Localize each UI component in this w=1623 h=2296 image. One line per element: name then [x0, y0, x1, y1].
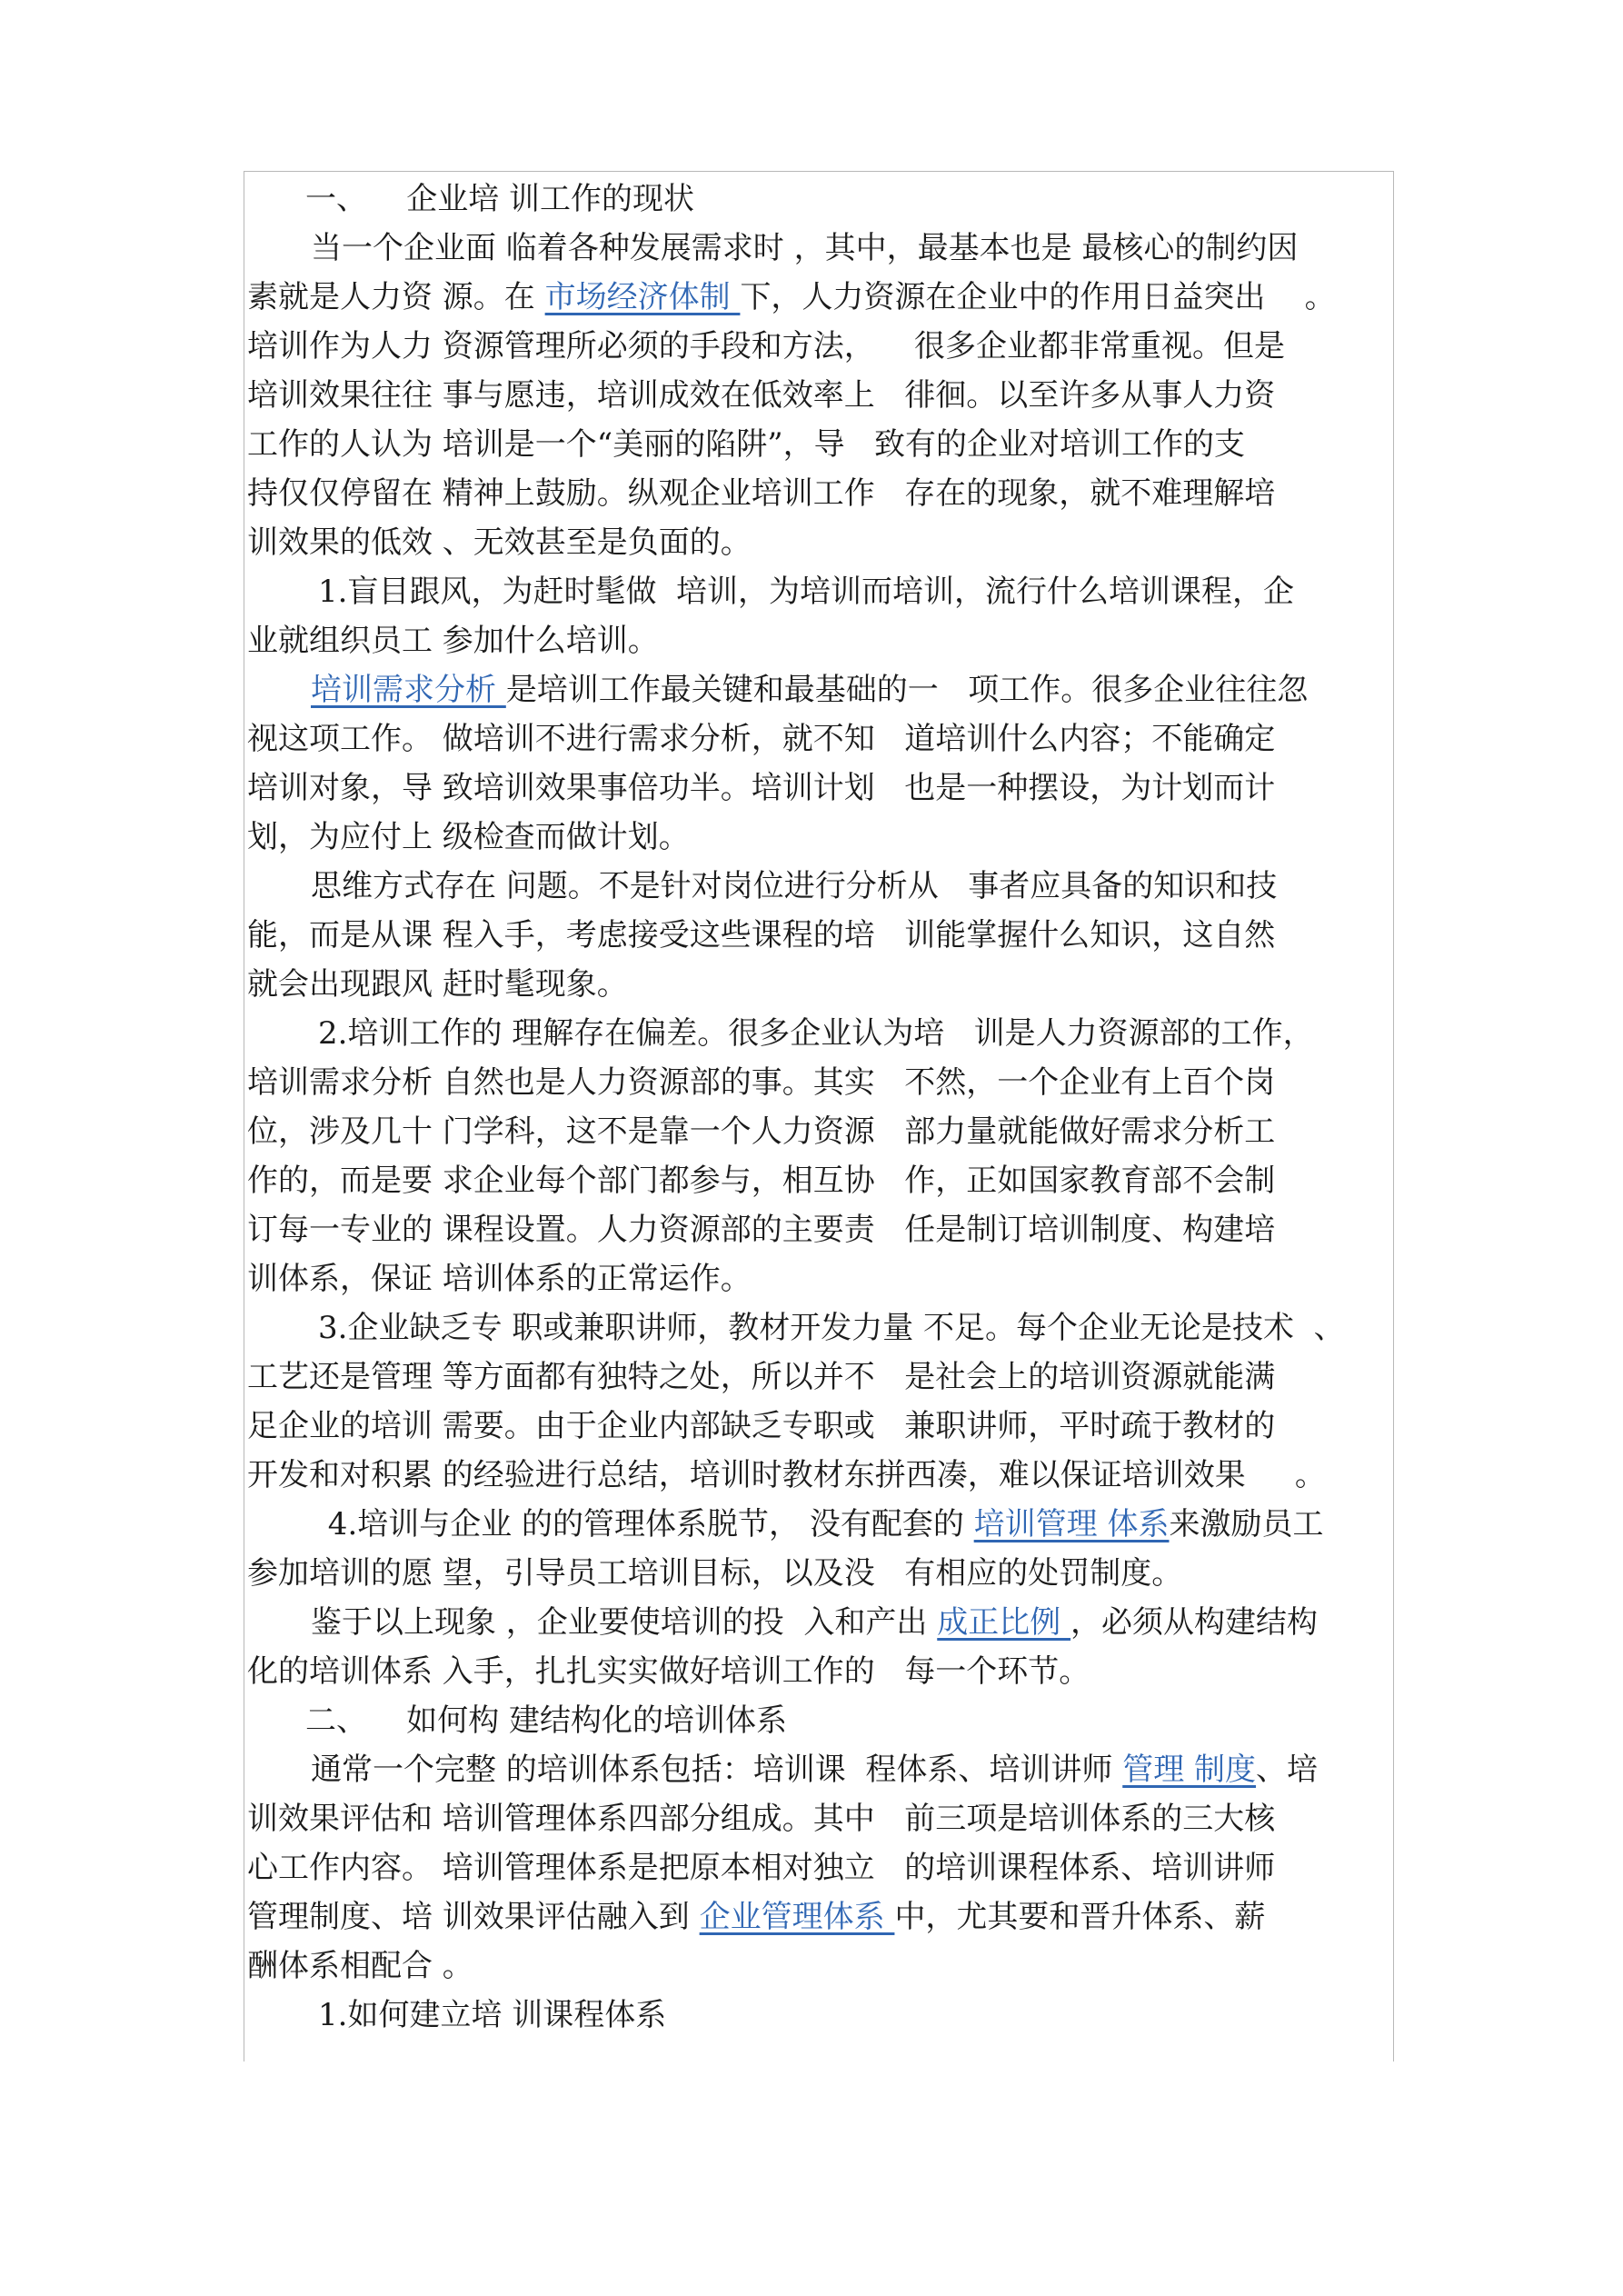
text-line: [247, 1794, 1394, 1843]
text-segment: 来激励员工: [1169, 1506, 1324, 1542]
text-line: [247, 420, 1394, 469]
text-segment: 1.盲目跟风，为赶时髦做 培训，为培训而培训，流行什么培训课程，企: [318, 574, 1295, 610]
text-line: [247, 1058, 1394, 1107]
text-line: [247, 273, 1394, 322]
text-segment: 作的，而是要 求企业每个部门都参与，相互协 作，正如国家教育部不会制: [247, 1163, 1276, 1199]
text-line: [247, 469, 1394, 518]
text-segment: 工艺还是管理 等方面都有独特之处，所以并不 是社会上的培训资源就能满: [247, 1359, 1276, 1395]
text-line: [247, 1009, 1394, 1058]
text-segment: 酬体系相配合 。: [247, 1948, 473, 1984]
text-line: [247, 1303, 1394, 1353]
text-segment: 培训效果往往 事与愿违，培训成效在低效率上 徘徊。以至许多从事人力资: [247, 377, 1276, 414]
text-segment: 心工作内容。 培训管理体系是把原本相对独立 的培训课程体系、培训讲师: [247, 1850, 1276, 1886]
text-line: [247, 1942, 1394, 1991]
text-segment: 下，人力资源在企业中的作用日益突出 。: [740, 279, 1336, 315]
text-segment: 参加培训的愿 望，引导员工培训目标，以及没 有相应的处罚制度。: [247, 1555, 1183, 1592]
text-segment: 1.如何建立培 训课程体系: [318, 1997, 667, 2033]
section-heading: [247, 175, 1394, 224]
text-segment: ，必须从构建结构: [1070, 1604, 1319, 1641]
text-segment: 化的培训体系 入手，扎扎实实做好培训工作的 每一个环节。: [247, 1653, 1090, 1690]
hyperlink[interactable]: 培训管理 体系: [973, 1506, 1170, 1542]
text-line: [247, 764, 1394, 813]
text-segment: 二、 如何构 建结构化的培训体系: [305, 1702, 788, 1739]
text-segment: 订每一专业的 课程设置。人力资源部的主要责 任是制订培训制度、构建培: [247, 1212, 1276, 1248]
text-segment: 管理制度、培 训效果评估融入到: [247, 1899, 700, 1935]
text-line: [247, 1991, 1394, 2040]
text-segment: 持仅仅停留在 精神上鼓励。纵观企业培训工作 存在的现象，就不难理解培: [247, 475, 1276, 512]
text-line: [247, 1205, 1394, 1254]
text-segment: 一、 企业培 训工作的现状: [305, 181, 695, 217]
text-line: [247, 1843, 1394, 1892]
text-segment: 鉴于以上现象 ，企业要使培训的投 入和产出: [311, 1604, 938, 1641]
text-segment: 是培训工作最关键和最基础的一 项工作。很多企业往往忽: [505, 672, 1309, 708]
text-segment: 、培: [1256, 1752, 1319, 1788]
text-segment: 3.企业缺乏专 职或兼职讲师，教材开发力量 不足。每个企业无论是技术 、: [318, 1310, 1345, 1346]
text-line: [247, 1451, 1394, 1500]
text-line: [247, 813, 1394, 862]
text-segment: 当一个企业面 临着各种发展需求时 ，其中，最基本也是 最核心的制约因: [311, 230, 1299, 266]
text-segment: 素就是人力资 源。在: [247, 279, 545, 315]
text-line: [247, 1892, 1394, 1942]
hyperlink[interactable]: 企业管理体系: [699, 1899, 895, 1935]
text-line: [247, 1598, 1394, 1647]
text-line: [247, 1500, 1394, 1549]
text-segment: 4.培训与企业 的的管理体系脱节， 没有配套的: [318, 1506, 974, 1542]
text-line: [247, 960, 1394, 1009]
text-segment: 足企业的培训 需要。由于企业内部缺乏专职或 兼职讲师，平时疏于教材的: [247, 1408, 1276, 1444]
text-segment: 训效果的低效 、无效甚至是负面的。: [247, 524, 752, 561]
text-segment: 划，为应付上 级检查而做计划。: [247, 819, 690, 855]
hyperlink[interactable]: 市场经济体制: [544, 279, 741, 315]
text-line: [247, 1549, 1394, 1598]
text-line: [247, 1647, 1394, 1696]
text-line: [247, 1745, 1394, 1794]
text-line: [247, 1402, 1394, 1451]
document-body: [247, 175, 1394, 2040]
text-segment: 中，尤其要和晋升体系、薪: [894, 1899, 1266, 1935]
text-segment: 开发和对积累 的经验进行总结，培训时教材东拼西凑，难以保证培训效果 。: [247, 1457, 1326, 1493]
text-segment: 能，而是从课 程入手，考虑接受这些课程的培 训能掌握什么知识，这自然: [247, 917, 1276, 953]
text-line: [247, 224, 1394, 273]
text-segment: 就会出现跟风 赶时髦现象。: [247, 966, 628, 1003]
hyperlink[interactable]: 成正比例: [937, 1604, 1071, 1641]
text-line: [247, 322, 1394, 371]
text-line: [247, 1107, 1394, 1156]
text-line: [247, 665, 1394, 714]
text-segment: 业就组织员工 参加什么培训。: [247, 623, 659, 659]
text-line: [247, 518, 1394, 567]
text-segment: 培训需求分析 自然也是人力资源部的事。其实 不然，一个企业有上百个岗: [247, 1064, 1276, 1101]
text-line: [247, 1353, 1394, 1402]
hyperlink[interactable]: 培训需求分析: [311, 672, 506, 708]
text-line: [247, 371, 1394, 420]
text-segment: 思维方式存在 问题。不是针对岗位进行分析从 事者应具备的知识和技: [311, 868, 1278, 904]
text-segment: 通常一个完整 的培训体系包括：培训课 程体系、培训讲师: [311, 1752, 1123, 1788]
text-line: [247, 911, 1394, 960]
section-heading: [247, 1696, 1394, 1745]
text-line: [247, 567, 1394, 616]
text-line: [247, 616, 1394, 665]
text-segment: 视这项工作。 做培训不进行需求分析，就不知 道培训什么内容；不能确定: [247, 721, 1276, 757]
hyperlink[interactable]: 管理 制度: [1122, 1752, 1257, 1788]
text-segment: 2.培训工作的 理解存在偏差。很多企业认为培 训是人力资源部的工作，: [318, 1015, 1314, 1052]
text-segment: 训体系，保证 培训体系的正常运作。: [247, 1261, 752, 1297]
text-line: [247, 1156, 1394, 1205]
text-segment: 工作的人认为 培训是一个“美丽的陷阱”，导 致有的企业对培训工作的支: [247, 426, 1245, 463]
text-line: [247, 862, 1394, 911]
text-segment: 培训对象，导 致培训效果事倍功半。培训计划 也是一种摆设，为计划而计: [247, 770, 1276, 806]
text-line: [247, 1254, 1394, 1303]
text-segment: 位，涉及几十 门学科，这不是靠一个人力资源 部力量就能做好需求分析工: [247, 1113, 1276, 1150]
text-segment: 培训作为人力 资源管理所必须的手段和方法， 很多企业都非常重视。但是: [247, 328, 1286, 364]
text-line: [247, 714, 1394, 764]
text-segment: 训效果评估和 培训管理体系四部分组成。其中 前三项是培训体系的三大核: [247, 1801, 1276, 1837]
